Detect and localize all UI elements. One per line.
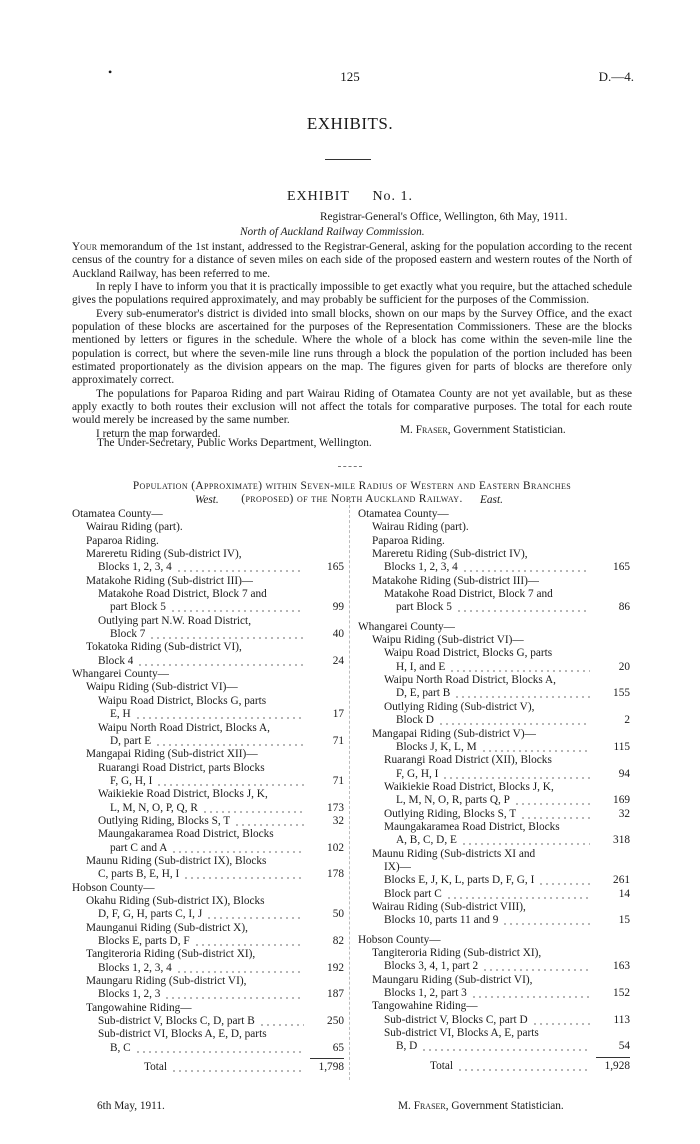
rule-line <box>596 1057 630 1058</box>
west-column <box>72 508 344 1074</box>
row-value: 71 <box>332 734 344 747</box>
row-label: Sub-district VI, Blocks A, E, parts <box>384 1027 539 1040</box>
row-label: Mangapai Riding (Sub-district V)— <box>372 727 536 740</box>
table-row <box>358 647 630 660</box>
row-value: 86 <box>618 601 630 614</box>
row-label: Blocks 1, 2, 3, 4 <box>98 561 172 574</box>
row-label: part C and A <box>110 841 168 854</box>
table-row <box>358 701 630 714</box>
row-label: Tangiteroria Riding (Sub-district XI), <box>372 947 542 959</box>
row-label: Paparoa Riding. <box>86 534 159 547</box>
addressee: The Under-Secretary, Public Works Department, Wellington. <box>97 437 372 449</box>
rule-line <box>310 1058 344 1059</box>
row-value: 102 <box>327 841 344 854</box>
row-label: Block part C <box>384 887 442 900</box>
table-row <box>72 668 344 681</box>
table-row <box>358 1014 630 1027</box>
row-label: Okahu Riding (Sub-district IX), Blocks <box>86 894 265 907</box>
row-label: Tangowahine Riding— <box>372 1000 478 1013</box>
table-row <box>358 588 630 601</box>
paragraph-text: memorandum of the 1st instant, addressed to the Registrar-General, asking for the population according to the recent census of the country for a distance of seven miles on each side of the proposed eastern and western routes of the North of Auckland Railway, has been referred to me. <box>72 241 632 280</box>
dot-leader <box>502 914 590 927</box>
table-row <box>358 794 630 807</box>
table-row <box>72 548 344 561</box>
column-divider <box>349 500 350 1080</box>
table-row <box>72 975 344 988</box>
dot-leader <box>456 601 590 614</box>
row-label: Waipu Road District, Blocks G, parts <box>384 647 553 660</box>
row-value: 14 <box>618 887 630 900</box>
dot-leader <box>135 708 304 721</box>
row-label: Waikiekie Road District, Blocks J, K, <box>384 780 554 793</box>
row-value: 173 <box>327 801 344 814</box>
row-label: Waikiekie Road District, Blocks J, K, <box>98 788 268 801</box>
table-row <box>72 1042 344 1055</box>
row-label: Hobson County— <box>72 881 155 894</box>
row-label: D, F, G, H, parts C, I, J <box>98 908 203 921</box>
table-row <box>72 895 344 908</box>
table-row <box>358 674 630 687</box>
row-label: E, H <box>110 708 131 721</box>
dot-leader <box>183 868 304 881</box>
row-label: Maungakaramea Road District, Blocks <box>98 828 274 841</box>
row-label: F, G, H, I <box>110 774 153 787</box>
letter-office-line: Registrar-General's Office, Wellington, 6th May, 1911. <box>320 211 568 223</box>
row-label: Outlying Riding (Sub-district V), <box>384 700 535 713</box>
row-label: F, G, H, I <box>396 767 439 780</box>
dot-leader <box>171 842 304 855</box>
dot-leader <box>454 687 590 700</box>
table-row <box>72 735 344 748</box>
table-row <box>72 922 344 935</box>
table-row <box>72 908 344 921</box>
dot-leader <box>471 987 590 1000</box>
row-label: Blocks E, J, K, L, parts D, F, G, I <box>384 874 535 887</box>
row-value: 20 <box>618 660 630 673</box>
row-value: 32 <box>332 814 344 827</box>
row-label: D, part E <box>110 734 152 747</box>
row-value: 71 <box>332 774 344 787</box>
paragraph: In reply I have to inform you that it is practically impossible to get exactly what you require, but the attached schedule gives the populations required approximately, and may probably be sufficient for the purposes of the Commission. <box>72 281 632 307</box>
exhibit-label: EXHIBIT <box>286 189 350 204</box>
row-label: Outlying Riding, Blocks S, T <box>98 814 231 827</box>
table-row <box>72 722 344 735</box>
row-label: IX)— <box>384 860 411 873</box>
table-row <box>72 588 344 601</box>
table-row <box>358 834 630 847</box>
table-row <box>358 848 630 861</box>
row-label: Otamatea County— <box>358 508 449 520</box>
table-row <box>358 874 630 887</box>
table-row <box>358 575 630 588</box>
row-label: Mareretu Riding (Sub-district IV), <box>86 548 242 561</box>
table-row <box>72 842 344 855</box>
row-label: Block D <box>396 714 434 727</box>
dot-leader <box>149 628 304 641</box>
table-row <box>72 935 344 948</box>
dot-leader <box>538 874 590 887</box>
dot-leader <box>202 802 304 815</box>
page-number: 125 <box>340 69 360 84</box>
row-label: Sub-district V, Blocks C, D, part B <box>98 1015 255 1028</box>
table-row <box>358 548 630 561</box>
row-value: 250 <box>327 1015 344 1028</box>
table-row <box>72 962 344 975</box>
row-label: Sub-district VI, Blocks A, E, D, parts <box>98 1028 267 1041</box>
signature-title: , Government Statistician. <box>445 1100 564 1112</box>
row-value: 261 <box>613 874 630 887</box>
dot-leader <box>446 888 590 901</box>
row-label: Sub-district V, Blocks C, part D <box>384 1013 528 1026</box>
table-row <box>358 561 630 574</box>
table-row <box>358 960 630 973</box>
dot-leader <box>234 815 304 828</box>
table-row <box>358 1000 630 1013</box>
row-value: 115 <box>613 740 630 753</box>
row-value: 165 <box>327 561 344 574</box>
dot-leader <box>520 808 590 821</box>
table-row <box>72 948 344 961</box>
total-value: 1,798 <box>318 1061 344 1074</box>
table-row <box>72 575 344 588</box>
total-label: Total <box>144 1061 168 1074</box>
table-row <box>358 634 630 647</box>
table-row <box>358 888 630 901</box>
table-row <box>358 508 630 521</box>
row-label: Block 7 <box>110 628 146 641</box>
row-label: Matakohe Riding (Sub-district III)— <box>372 574 540 587</box>
row-value: 163 <box>613 960 630 973</box>
row-label: Matakohe Road District, Block 7 and <box>384 588 553 601</box>
row-label: Paparoa Riding. <box>372 534 445 547</box>
row-label: L, M, N, O, R, parts Q, P <box>396 794 510 807</box>
row-label: Waipu Road District, Blocks G, parts <box>98 694 267 707</box>
row-label: Blocks 1, 2, part 3 <box>384 987 467 1000</box>
table-row <box>72 988 344 1001</box>
row-label: Maungaru Riding (Sub-district VI), <box>86 975 247 988</box>
letter-subject: North of Auckland Railway Commission. <box>240 226 425 238</box>
table-row <box>358 741 630 754</box>
row-label: part Block 5 <box>396 601 452 614</box>
table-row <box>358 974 630 987</box>
row-label: Whangarei County— <box>72 668 169 681</box>
page-title: EXHIBITS. <box>306 114 394 133</box>
table-row <box>358 987 630 1000</box>
row-label: Blocks 1, 2, 3 <box>98 988 161 1001</box>
table-row <box>358 808 630 821</box>
row-label: C, parts B, E, H, I <box>98 868 180 881</box>
title-rule <box>325 159 371 160</box>
dot-leader <box>532 1014 590 1027</box>
paragraph: I return the map forwarded. <box>96 427 221 440</box>
row-label: A, B, C, D, E <box>396 834 457 847</box>
row-label: Maunu Riding (Sub-districts XI and <box>372 847 536 860</box>
row-value: 192 <box>327 961 344 974</box>
dot-leader <box>461 834 590 847</box>
dot-leader <box>421 1040 590 1053</box>
table-row <box>358 728 630 741</box>
row-label: Waipu Riding (Sub-district VI)— <box>86 681 238 694</box>
table-row <box>72 802 344 815</box>
row-label: Waipu Riding (Sub-district VI)— <box>372 634 524 647</box>
letter-body <box>72 241 632 441</box>
dot-leader <box>164 988 304 1001</box>
stray-mark: • <box>108 65 113 79</box>
row-value: 113 <box>613 1013 630 1026</box>
row-value: 50 <box>332 908 344 921</box>
dot-leader <box>442 768 590 781</box>
row-value: 165 <box>613 561 630 574</box>
table-row <box>358 601 630 614</box>
dot-leader <box>481 741 590 754</box>
table-row <box>358 621 630 634</box>
dot-leader <box>137 655 304 668</box>
row-label: Matakohe Road District, Block 7 and <box>98 588 267 601</box>
table-row <box>358 781 630 794</box>
table-row <box>358 861 630 874</box>
schedule-signature <box>398 1100 564 1113</box>
row-value: 54 <box>618 1040 630 1053</box>
row-label: Waipu North Road District, Blocks A, <box>384 674 556 687</box>
row-value: 99 <box>332 601 344 614</box>
row-label: Outlying Riding, Blocks S, T <box>384 807 517 820</box>
schedule-heading <box>62 480 642 507</box>
table-row <box>72 1028 344 1041</box>
table-row <box>72 762 344 775</box>
dot-leader <box>457 1060 590 1073</box>
exhibit-heading <box>0 190 700 203</box>
table-row <box>72 508 344 521</box>
table-row <box>72 628 344 641</box>
table-row <box>358 754 630 767</box>
table-row <box>72 521 344 534</box>
row-value: 24 <box>332 654 344 667</box>
row-label: Ruarangi Road District (XII), Blocks <box>384 754 552 767</box>
east-heading: East. <box>480 494 503 506</box>
row-label: B, C <box>110 1041 131 1054</box>
row-label: Waipu North Road District, Blocks A, <box>98 721 270 734</box>
row-label: Blocks 3, 4, 1, part 2 <box>384 960 479 973</box>
dot-leader <box>482 960 590 973</box>
row-value: 40 <box>332 628 344 641</box>
row-label: Wairau Riding (part). <box>372 521 469 534</box>
row-label: Tangowahine Riding— <box>86 1001 192 1014</box>
letter-signature <box>400 424 566 437</box>
table-row <box>358 821 630 834</box>
row-value: 94 <box>618 767 630 780</box>
row-value: 17 <box>332 708 344 721</box>
table-row <box>358 768 630 781</box>
row-label: Blocks J, K, L, M <box>396 740 477 753</box>
opening-word: Your <box>72 241 98 253</box>
table-row <box>358 535 630 548</box>
row-label: Matakohe Riding (Sub-district III)— <box>86 574 254 587</box>
row-label: Wairau Riding (Sub-district VIII), <box>372 900 526 913</box>
row-value: 178 <box>327 868 344 881</box>
row-label: L, M, N, O, P, Q, R <box>110 801 198 814</box>
table-row <box>72 882 344 895</box>
row-value: 169 <box>613 794 630 807</box>
table-row <box>72 655 344 668</box>
table-row <box>358 934 630 947</box>
table-row <box>358 714 630 727</box>
table-row <box>72 788 344 801</box>
dot-leader <box>259 1015 304 1028</box>
dot-leader <box>206 908 304 921</box>
row-label: Blocks E, parts D, F <box>98 935 190 947</box>
table-row <box>72 828 344 841</box>
paragraph: Every sub-enumerator's district is divided into small blocks, shown on our maps by the Survey Office, and the exact population of these blocks are ascertained for the purposes of the Representation Commissioners. These are the blocks mentioned by letters or figures in the schedule. Where the whole of a block has come within the seven-mile line the population is correct, but where the seven-mile line runs through a block the population of the portion included has been estimated proportionately as the division appears on the map. The figures given for parts of blocks are therefore only approximately correct. <box>72 307 632 387</box>
table-row <box>72 708 344 721</box>
row-label: Maungakaramea Road District, Blocks <box>384 820 560 833</box>
row-value: 318 <box>613 834 630 847</box>
schedule-heading-line: (proposed) of the North Auckland Railway. <box>241 493 463 506</box>
row-label: H, I, and E <box>396 660 446 673</box>
row-label: Whangarei County— <box>358 620 455 633</box>
dot-leader <box>514 794 590 807</box>
dot-leader <box>155 735 304 748</box>
schedule-heading-line: Population (Approximate) within Seven-mile Radius of Western and Eastern Branches <box>132 480 572 492</box>
dot-leader <box>176 962 304 975</box>
west-heading: West. <box>195 494 219 506</box>
table-row <box>358 901 630 914</box>
row-value: 187 <box>327 988 344 1001</box>
table-row <box>358 1027 630 1040</box>
table-row <box>72 561 344 574</box>
table-row <box>72 855 344 868</box>
row-label: D, E, part B <box>396 687 451 700</box>
row-label: Outlying part N.W. Road District, <box>98 614 252 627</box>
schedule-date: 6th May, 1911. <box>97 1100 165 1112</box>
total-label: Total <box>430 1059 454 1072</box>
row-label: Wairau Riding (part). <box>86 521 183 534</box>
row-value: 65 <box>332 1041 344 1054</box>
table-row <box>72 615 344 628</box>
table-row <box>358 661 630 674</box>
document-reference: D.—4. <box>598 69 634 84</box>
dot-leader <box>156 775 304 788</box>
row-label: part Block 5 <box>110 601 166 614</box>
row-label: Mangapai Riding (Sub-district XII)— <box>86 748 258 761</box>
table-row <box>72 535 344 548</box>
paragraph: The populations for Paparoa Riding and part Wairau Riding of Otamatea County are not yet available, but as these apply exactly to both routes their exclusion will not affect the totals for comparative purposes. The total for each route would merely be increased by the same number. <box>72 387 632 427</box>
row-label: Block 4 <box>98 654 134 667</box>
row-label: Tokatoka Riding (Sub-district VI), <box>86 641 242 654</box>
table-row <box>358 914 630 927</box>
table-row <box>72 815 344 828</box>
row-value: 32 <box>618 807 630 820</box>
dot-leader <box>171 1061 304 1074</box>
dot-leader <box>462 561 590 574</box>
row-value: 155 <box>613 687 630 700</box>
dot-leader <box>176 561 304 574</box>
east-column <box>358 508 630 1073</box>
dot-leader <box>449 661 590 674</box>
signature-name: M. Fraser <box>398 1100 446 1112</box>
table-row <box>72 641 344 654</box>
table-row <box>358 947 630 960</box>
dot-leader <box>135 1042 304 1055</box>
dot-leader <box>438 714 590 727</box>
table-row <box>72 1002 344 1015</box>
table-row <box>72 868 344 881</box>
row-label: Blocks 10, parts 11 and 9 <box>384 914 499 927</box>
row-label: Otamatea County— <box>72 508 163 520</box>
row-value: 82 <box>332 935 344 947</box>
row-label: Blocks 1, 2, 3, 4 <box>98 961 172 974</box>
table-row <box>358 521 630 534</box>
table-row <box>72 601 344 614</box>
row-label: Maungaru Riding (Sub-district VI), <box>372 973 533 986</box>
total-row <box>72 1061 344 1074</box>
row-value: 15 <box>618 914 630 927</box>
row-label: Maunganui Riding (Sub-district X), <box>86 921 248 934</box>
section-divider <box>338 466 362 467</box>
signature-title: , Government Statistician. <box>447 424 566 436</box>
dot-leader <box>194 935 304 948</box>
row-label: Mareretu Riding (Sub-district IV), <box>372 548 528 561</box>
dot-leader <box>170 601 304 614</box>
row-label: Hobson County— <box>358 933 441 946</box>
table-row <box>72 681 344 694</box>
row-label: Tangiteroria Riding (Sub-district XI), <box>86 948 256 961</box>
row-label: Maunu Riding (Sub-district IX), Blocks <box>86 854 267 867</box>
row-value: 2 <box>624 714 630 727</box>
row-label: Ruarangi Road District, parts Blocks <box>98 761 265 774</box>
total-row <box>358 1060 630 1073</box>
row-label: Blocks 1, 2, 3, 4 <box>384 561 458 574</box>
table-row <box>72 748 344 761</box>
row-label: B, D <box>396 1040 418 1053</box>
table-row <box>358 687 630 700</box>
paragraph <box>72 241 632 281</box>
table-row <box>72 1015 344 1028</box>
total-value: 1,928 <box>604 1059 630 1072</box>
table-row <box>72 775 344 788</box>
exhibit-number: No. 1. <box>372 189 414 204</box>
table-row <box>72 695 344 708</box>
row-value: 152 <box>613 987 630 1000</box>
signature-name: M. Fraser <box>400 424 448 436</box>
table-row <box>358 1040 630 1053</box>
